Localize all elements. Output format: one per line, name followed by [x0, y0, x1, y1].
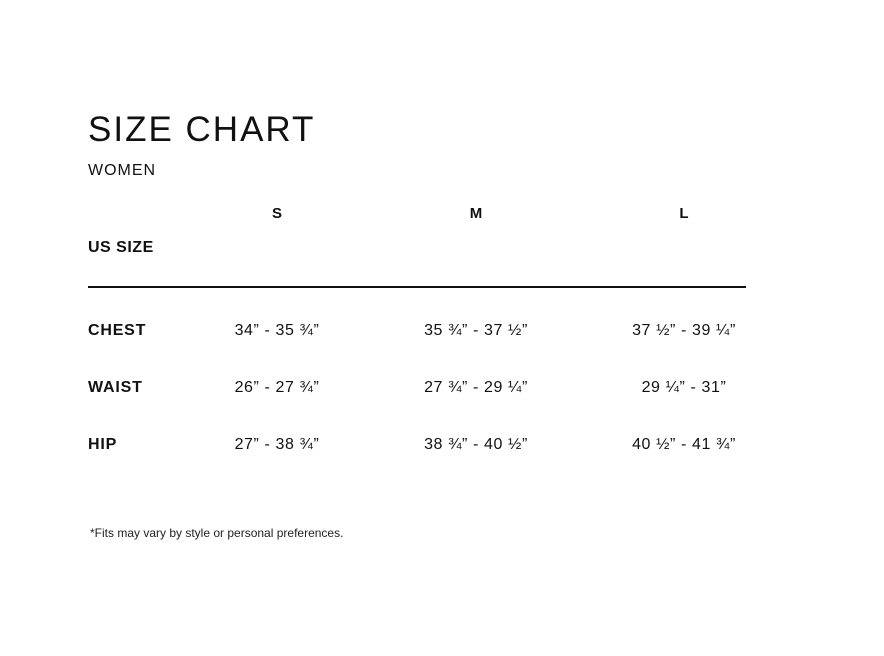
size-header-m: M [469, 205, 483, 222]
size-header-l: L [679, 205, 689, 222]
cell-chest-m: 35 ¾” - 37 ½” [424, 322, 528, 339]
cell-hip-s: 27” - 38 ¾” [234, 436, 320, 453]
cell-chest-s: 34” - 35 ¾” [234, 322, 320, 339]
row-label-waist: WAIST [88, 379, 143, 396]
row-label-chest: CHEST [88, 322, 147, 339]
cell-hip-m: 38 ¾” - 40 ½” [424, 436, 528, 453]
cell-hip-l: 40 ½” - 41 ¾” [632, 436, 736, 453]
cell-chest-l: 37 ½” - 39 ¼” [632, 322, 736, 339]
us-size-label: US SIZE [88, 239, 154, 256]
cell-waist-m: 27 ¾” - 29 ¼” [424, 379, 528, 396]
row-label-hip: HIP [88, 436, 118, 453]
cell-waist-l: 29 ¼” - 31” [641, 379, 727, 396]
size-header-s: S [271, 205, 282, 222]
footnote: *Fits may vary by style or personal preferences. [90, 526, 344, 540]
cell-waist-s: 26” - 27 ¾” [234, 379, 320, 396]
table-divider [88, 286, 746, 288]
page-subtitle: WOMEN [88, 162, 157, 179]
page-title: SIZE CHART [88, 110, 316, 149]
